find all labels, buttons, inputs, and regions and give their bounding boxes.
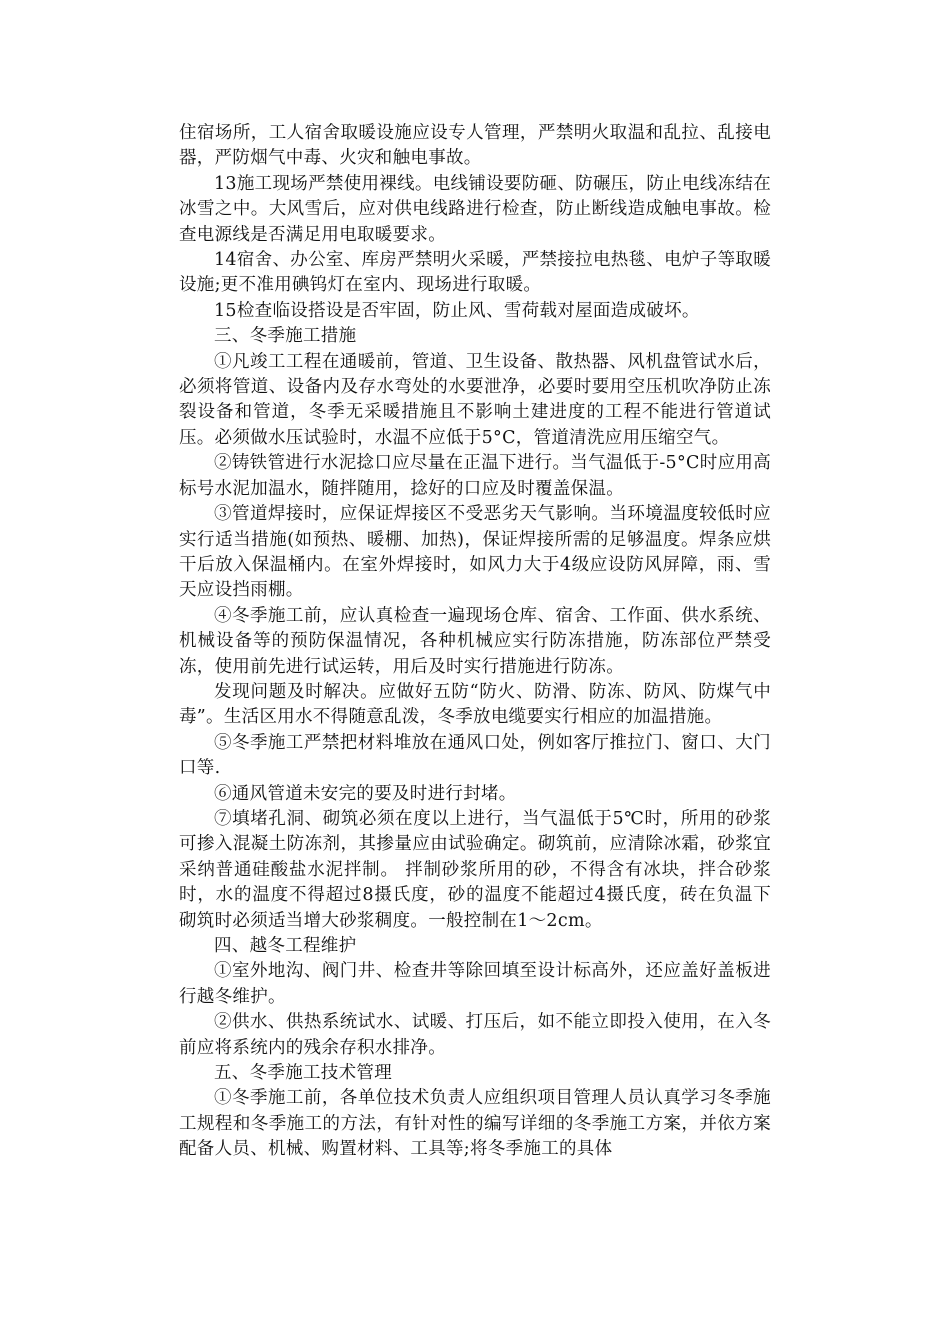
paragraph: ④冬季施工前，应认真检查一遍现场仓库、宿舍、工作面、供水系统、机械设备等的预防保温情况，各种机械应实行防冻措施，防冻部位严禁受冻，使用前先进行试运转，用后及时实行措施进行防冻。 — [179, 605, 771, 677]
document-body — [179, 121, 771, 1163]
paragraph: 住宿场所，工人宿舍取暖设施应设专人管理，严禁明火取温和乱拉、乱接电器，严防烟气中毒、火灾和触电事故。 — [179, 123, 771, 169]
paragraph: ①凡竣工工程在通暖前，管道、卫生设备、散热器、风机盘管试水后，必须将管道、设备内及存水弯处的水要泄净，必要时要用空压机吹净防止冻裂设备和管道，冬季无采暖措施且不影响土建进度的工程不能进行管道试压。必须做水压试验时，水温不应低于5°C，管道清洗应用压缩空气。 — [179, 351, 771, 448]
paragraph: ②供水、供热系统试水、试暖、打压后，如不能立即投入使用，在入冬前应将系统内的残余存积水排净。 — [179, 1012, 771, 1058]
paragraph: ①冬季施工前，各单位技术负责人应组织项目管理人员认真学习冬季施工规程和冬季施工的方法，有针对性的编写详细的冬季施工方案，并依方案配备人员、机械、购置材料、工具等;将冬季施工的具体 — [179, 1088, 771, 1160]
paragraph: ⑦填堵孔洞、砌筑必须在度以上进行，当气温低于5℃时，所用的砂浆可掺入混凝土防冻剂，其掺量应由试验确定。砌筑前，应清除冰霜，砂浆宜采纳普通硅酸盐水泥拌制。 拌制砂浆所用的砂，不得含有冰块，拌合砂浆时，水的温度不得超过8摄氏度，砂的温度不能超过4摄氏度，砖在负温下砌筑时必须适当增大砂浆稠度。一般控制在1～2cm。 — [179, 808, 771, 931]
paragraph: 发现问题及时解决。应做好五防“防火、防滑、防冻、防风、防煤气中毒”。生活区用水不得随意乱泼，冬季放电缆要实行相应的加温措施。 — [179, 681, 771, 728]
paragraph: ①室外地沟、阀门井、检查井等除回填至设计标高外，还应盖好盖板进行越冬维护。 — [179, 961, 771, 1007]
paragraph: 五、冬季施工技术管理 — [214, 1063, 392, 1084]
paragraph: 三、冬季施工措施 — [214, 326, 357, 347]
paragraph: 15检查临设搭设是否牢固，防止风、雪荷载对屋面造成破坏。 — [214, 300, 700, 321]
paragraph: 14宿舍、办公室、库房严禁明火采暖，严禁接拉电热毯、电炉子等取暖设施;更不准用碘钨灯在室内、现场进行取暖。 — [179, 250, 771, 296]
paragraph: ⑤冬季施工严禁把材料堆放在通风口处，例如客厅推拉门、窗口、大门口等. — [179, 732, 771, 779]
paragraph: 四、越冬工程维护 — [214, 936, 357, 956]
paragraph: ⑥通风管道未安完的要及时进行封堵。 — [214, 783, 517, 804]
paragraph: ③管道焊接时，应保证焊接区不受恶劣天气影响。当环境温度较低时应实行适当措施(如预热、暖棚、加热)，保证焊接所需的足够温度。焊条应烘干后放入保温桶内。在室外焊接时，如风力大于4级应设防风屏障，雨、雪天应设挡雨棚。 — [179, 504, 771, 601]
paragraph: ②铸铁管进行水泥捻口应尽量在正温下进行。当气温低于-5°C时应用高标号水泥加温水，随拌随用，捻好的口应及时覆盖保温。 — [179, 453, 771, 499]
paragraph: 13施工现场严禁使用裸线。电线铺设要防砸、防碾压，防止电线冻结在冰雪之中。大风雪后，应对供电线路进行检查，防止断线造成触电事故。检查电源线是否满足用电取暖要求。 — [179, 173, 771, 245]
